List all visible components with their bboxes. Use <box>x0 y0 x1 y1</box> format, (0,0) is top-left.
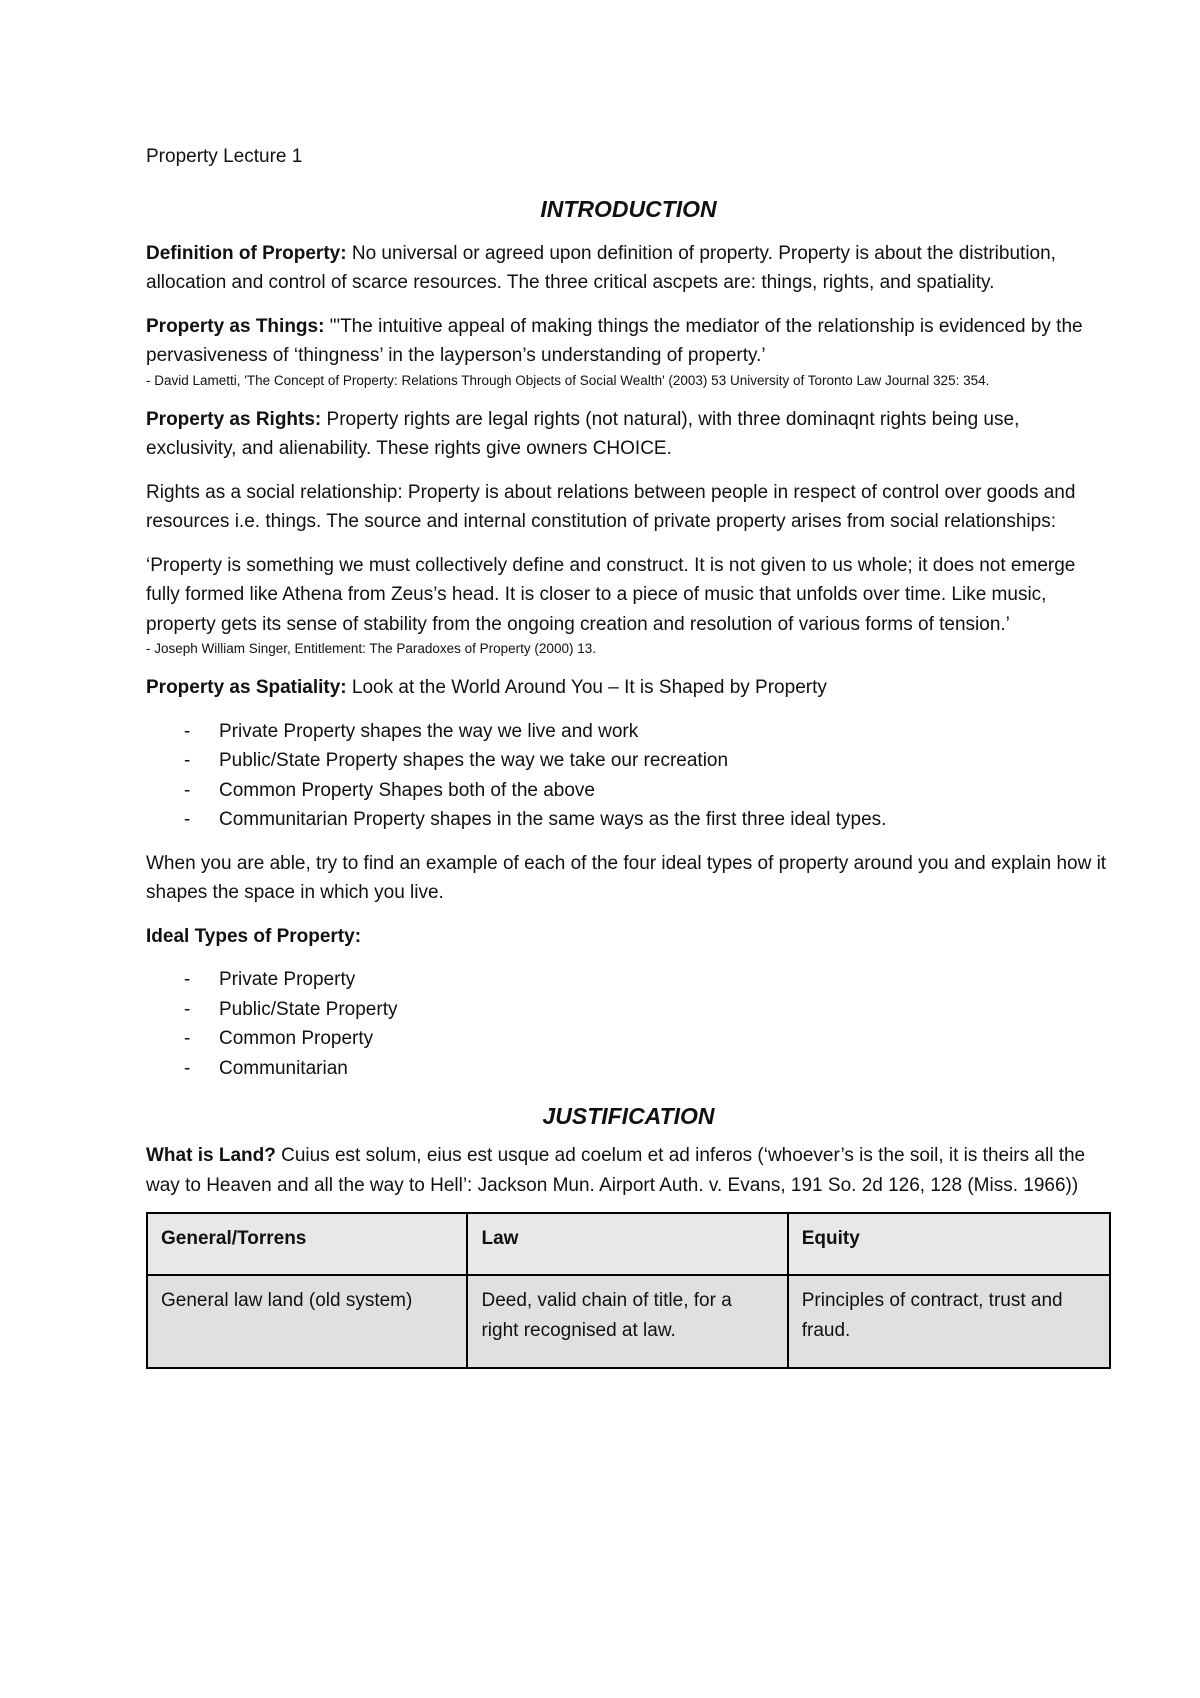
rights-paragraph <box>146 405 1111 464</box>
section-title-introduction: INTRODUCTION <box>540 195 717 222</box>
rights-label: Property as Rights: <box>146 408 322 430</box>
list-item-text: Communitarian Property shapes in the same ways as the first three ideal types. <box>219 809 887 830</box>
list-item <box>146 965 1111 995</box>
section-title-justification: JUSTIFICATION <box>542 1103 715 1129</box>
things-text: "'The intuitive appeal of making things the mediator of the relationship is evidenced by the pervasiveness of ‘thingness’ in the layperson’s understanding of property.’ <box>146 315 1083 366</box>
exercise-paragraph: When you are able, try to find an example of each of the four ideal types of property around you and explain how it shapes the space in which you live. <box>146 852 1107 903</box>
list-item-text: Common Property Shapes both of the above <box>219 779 596 801</box>
land-paragraph <box>146 1141 1111 1200</box>
dash-marker: - <box>184 809 191 830</box>
list-item-text: Communitarian <box>219 1057 348 1079</box>
list-item-text: Private Property <box>219 969 356 990</box>
list-item-text: Public/State Property shapes the way we take our recreation <box>219 750 729 771</box>
document-page <box>146 142 1111 1369</box>
definition-label: Definition of Property: <box>146 242 347 264</box>
table-row <box>147 1275 1110 1368</box>
singer-citation: - Joseph William Singer, Entitlement: The Paradoxes of Property (2000) 13. <box>146 641 596 656</box>
table-cell: Principles of contract, trust and fraud. <box>788 1275 1110 1368</box>
things-paragraph <box>146 312 1111 371</box>
dash-marker: - <box>184 969 191 990</box>
dash-marker: - <box>184 1057 191 1079</box>
spatiality-text: Look at the World Around You – It is Shaped by Property <box>346 677 827 698</box>
list-item <box>146 805 1111 835</box>
list-item <box>146 746 1111 776</box>
definition-paragraph <box>146 239 1111 298</box>
list-item <box>146 1024 1111 1054</box>
spatiality-paragraph <box>146 673 1111 703</box>
land-systems-table <box>146 1212 1111 1369</box>
ideal-types-heading <box>146 922 1111 952</box>
list-item-text: Common Property <box>219 1028 374 1049</box>
list-item <box>146 717 1111 747</box>
spatiality-label: Property as Spatiality: <box>146 677 347 698</box>
dash-marker: - <box>184 779 191 801</box>
singer-quote: ‘Property is something we must collectively define and construct. It is not given to us whole; it does not emerge fully formed like Athena from Zeus’s head. It is closer to a piece of music that unfolds over time. Like music, property gets its sense of stability from the ongoing creation and resolution of various forms of tension.’ <box>146 554 1076 635</box>
rights-text: Property rights are legal rights (not natural), with three dominaqnt rights being use, exclusivity, and alienability. These rights give owners CHOICE. <box>146 408 1020 459</box>
ideal-types-label: Ideal Types of Property: <box>146 925 362 947</box>
ideal-types-list <box>146 965 1111 1083</box>
lecture-header: Property Lecture 1 <box>146 146 303 167</box>
dash-marker: - <box>184 998 191 1020</box>
table-header-cell: Equity <box>788 1213 1110 1275</box>
social-relationship-paragraph: Rights as a social relationship: Property is about relations between people in respect of control over goods and resources i.e. things. The source and internal constitution of private property arises from social relationships: <box>146 481 1076 532</box>
table-header-cell: Law <box>467 1213 787 1275</box>
table-cell: Deed, valid chain of title, for a right recognised at law. <box>467 1275 787 1368</box>
dash-marker: - <box>184 720 191 742</box>
list-item <box>146 776 1111 806</box>
spatiality-list <box>146 717 1111 835</box>
things-label: Property as Things: <box>146 315 325 337</box>
dash-marker: - <box>184 1028 191 1049</box>
table-header-cell: General/Torrens <box>147 1213 467 1275</box>
list-item <box>146 1054 1111 1084</box>
table-cell: General law land (old system) <box>147 1275 467 1368</box>
lametti-citation: - David Lametti, 'The Concept of Property: Relations Through Objects of Social Wealth' (2003) 53 University of Toronto Law Journal 325: 354. <box>146 372 990 388</box>
list-item-text: Private Property shapes the way we live and work <box>219 720 639 742</box>
land-label: What is Land? <box>146 1145 276 1166</box>
table-header-row <box>147 1213 1110 1275</box>
land-text: Cuius est solum, eius est usque ad coelum et ad inferos (‘whoever’s is the soil, it is theirs all the way to Heaven and all the way to Hell’: Jackson Mun. Airport Auth. v. Evans, 191 So. 2d 126, 128 (Miss. 1966)) <box>146 1145 1086 1196</box>
dash-marker: - <box>184 750 191 771</box>
definition-text: No universal or agreed upon definition of property. Property is about the distribution, allocation and control of scarce resources. The three critical ascpets are: things, rights, and spatiality. <box>146 242 1056 293</box>
list-item-text: Public/State Property <box>219 998 398 1020</box>
list-item <box>146 995 1111 1025</box>
